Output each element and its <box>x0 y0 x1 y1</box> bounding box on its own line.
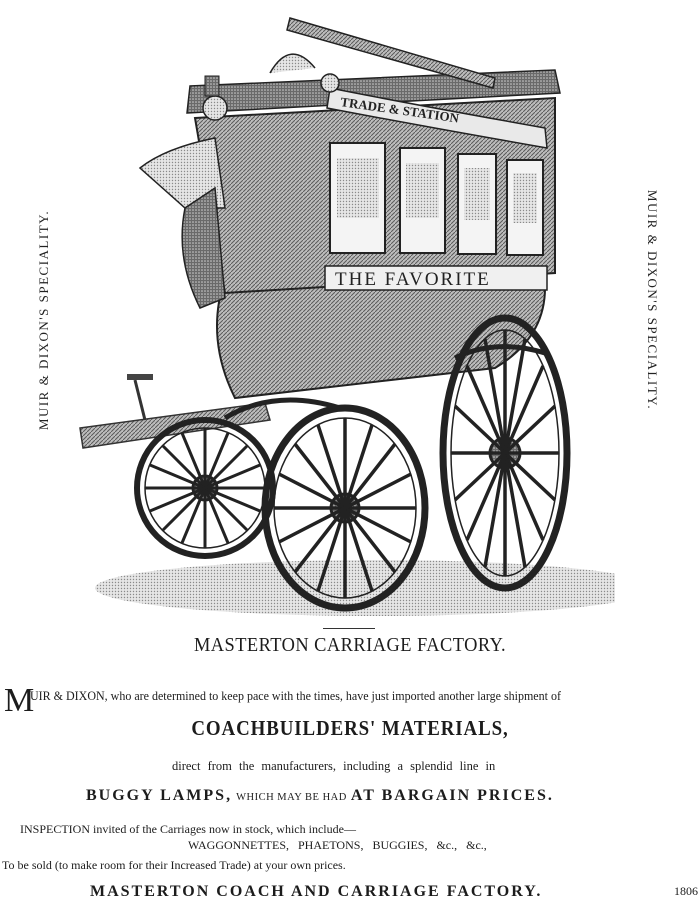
coach-illustration <box>75 8 615 628</box>
items-line: WAGGONNETTES, PHAETONS, BUGGIES, &c., &c., <box>188 838 487 852</box>
sign-top: TRADE & STATION <box>339 94 460 126</box>
direct-line: direct from the manufacturers, including a splendid line in <box>172 759 496 773</box>
footer-title: MASTERTON COACH AND CARRIAGE FACTORY. <box>90 883 543 900</box>
drop-cap: M <box>4 682 35 719</box>
lamps-text-3: AT BARGAIN PRICES. <box>350 787 554 804</box>
side-text-left: MUIR & DIXON'S SPECIALITY. <box>36 209 51 431</box>
materials-heading: COACHBUILDERS' MATERIALS, <box>191 716 509 740</box>
reference-number: 1806 <box>674 884 698 898</box>
factory-title: MASTERTON CARRIAGE FACTORY. <box>193 634 507 656</box>
lamps-text-2: WHICH MAY BE HAD <box>236 792 347 803</box>
lamps-line <box>86 787 554 805</box>
sign-body: THE FAVORITE <box>335 269 491 290</box>
sold-line: To be sold (to make room for their Increased Trade) at your own prices. <box>2 858 346 872</box>
lamps-text-1: BUGGY LAMPS, <box>86 787 233 804</box>
side-text-right: MUIR & DIXON'S SPECIALITY. <box>645 189 660 411</box>
intro-text: UIR & DIXON, who are determined to keep pace with the times, have just imported another large shipment of <box>30 689 561 703</box>
title-rule <box>323 628 375 629</box>
inspection-line: INSPECTION invited of the Carriages now in stock, which include— <box>20 822 356 836</box>
